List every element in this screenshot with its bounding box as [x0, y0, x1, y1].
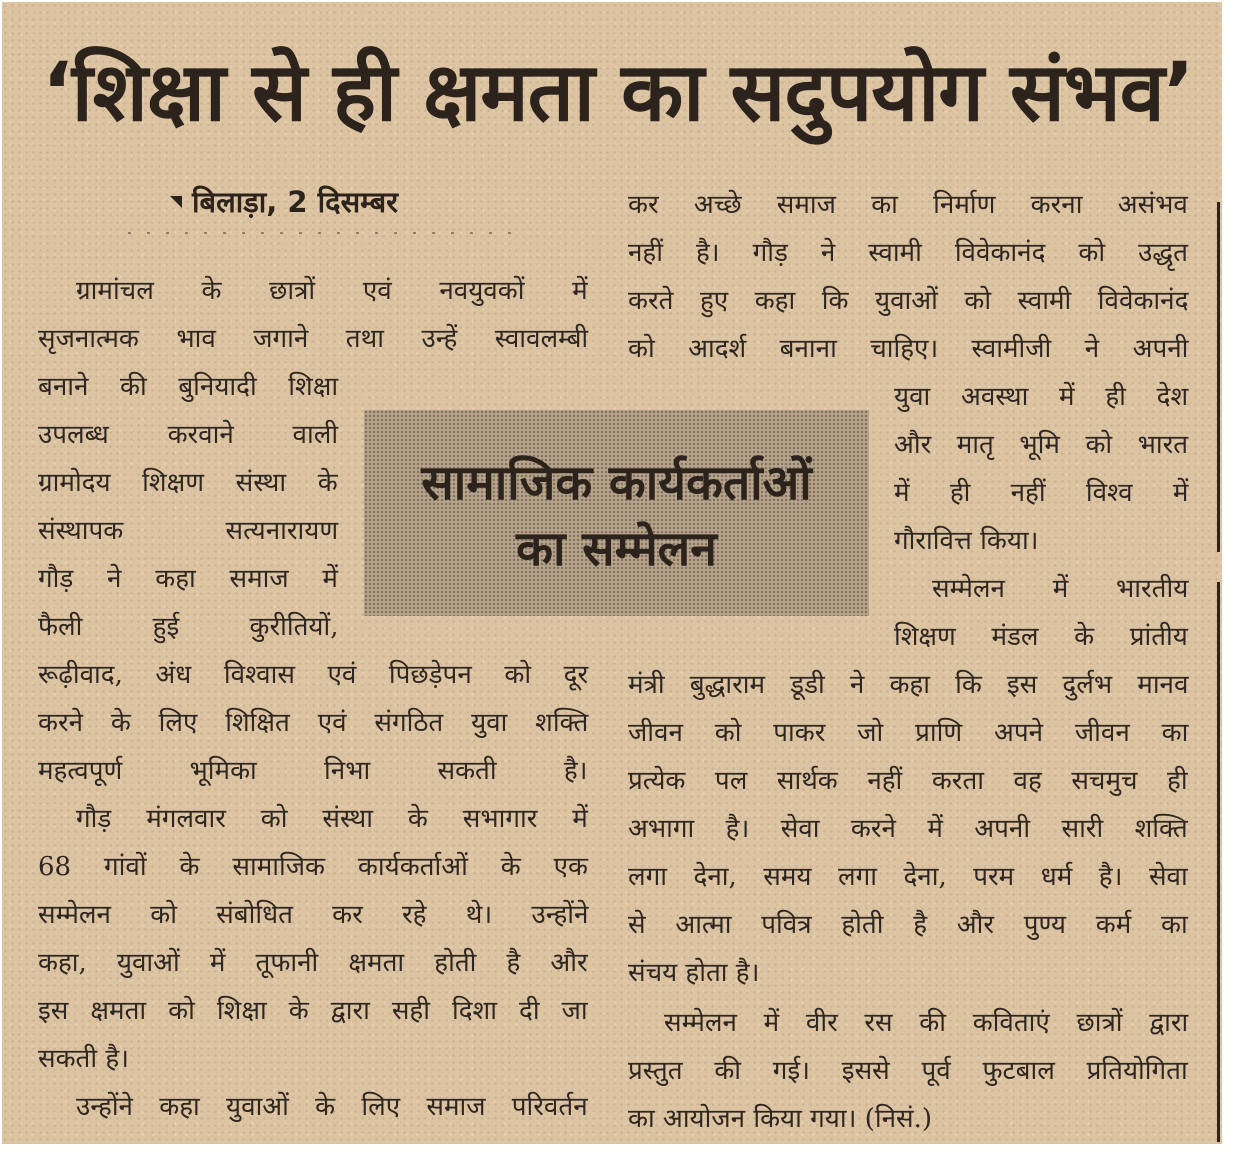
- left-line: गौड़ ने कहा समाज में: [38, 564, 338, 594]
- right-line: मंत्री बुद्धाराम डूडी ने कहा कि इस दुर्लभ मानव: [628, 670, 1189, 700]
- dateline: [170, 182, 398, 222]
- boxed-subheading: [364, 410, 869, 616]
- left-line: सकती है।: [38, 1044, 130, 1074]
- left-line: संस्थापक सत्यनारायण: [38, 516, 339, 546]
- left-line: सृजनात्मक भाव जगाने तथा उन्हें स्वावलम्बी: [38, 324, 589, 354]
- edge-rule: [1217, 202, 1220, 552]
- left-line: गौड़ मंगलवार को संस्था के सभागार में: [76, 804, 588, 834]
- right-line: संचय होता है।: [628, 958, 760, 988]
- left-line: ग्रामांचल के छात्रों एवं नवयुवकों में: [76, 276, 588, 306]
- left-line: महत्वपूर्ण भूमिका निभा सकती है।: [38, 756, 588, 786]
- dotted-divider: [120, 230, 520, 236]
- right-line: कर अच्छे समाज का निर्माण करना असंभव: [628, 190, 1188, 220]
- right-line: लगा देना, समय लगा देना, परम धर्म है। सेवा: [628, 862, 1188, 892]
- right-line: जीवन को पाकर जो प्राणि अपने जीवन का: [628, 718, 1189, 748]
- left-line: ग्रामोदय शिक्षण संस्था के: [38, 468, 338, 498]
- subheading-line-2: का सम्मेलन: [516, 521, 717, 577]
- dateline-marker-icon: [170, 196, 182, 208]
- dateline-text: बिलाड़ा, 2 दिसम्बर: [192, 185, 399, 219]
- left-line: इस क्षमता को शिक्षा के द्वारा सही दिशा दी जा: [38, 996, 588, 1026]
- right-line: और मातृ भूमि को भारत: [894, 430, 1189, 460]
- left-line: उपलब्ध करवाने वाली: [38, 420, 339, 450]
- right-line: से आत्मा पवित्र होती है और पुण्य कर्म का: [628, 910, 1188, 940]
- headline: ‘शिक्षा से ही क्षमता का सदुपयोग संभव’: [42, 46, 1194, 140]
- right-line: करते हुए कहा कि युवाओं को स्वामी विवेकानंद: [628, 286, 1189, 316]
- right-line: नहीं है। गौड़ ने स्वामी विवेकानंद को उद्धृत: [628, 238, 1188, 268]
- right-line: सम्मेलन में भारतीय: [932, 574, 1189, 604]
- left-line: उन्होंने कहा युवाओं के लिए समाज परिवर्तन: [76, 1092, 588, 1122]
- left-line: 68 गांवों के सामाजिक कार्यकर्ताओं के एक: [38, 852, 588, 882]
- subheading-line-1: सामाजिक कार्यकर्ताओं: [421, 455, 812, 511]
- right-line: का आयोजन किया गया। (निसं.): [628, 1104, 932, 1134]
- right-line: को आदर्श बनाना चाहिए। स्वामीजी ने अपनी: [628, 334, 1189, 364]
- left-line: रूढ़ीवाद, अंध विश्वास एवं पिछड़ेपन को दूर: [38, 660, 589, 690]
- right-line: गौरावित्त किया।: [894, 526, 1039, 556]
- right-line: युवा अवस्था में ही देश: [894, 382, 1189, 412]
- left-line: करने के लिए शिक्षित एवं संगठित युवा शक्ति: [38, 708, 589, 738]
- edge-rule: [1217, 582, 1220, 1142]
- left-line: कहा, युवाओं में तूफानी क्षमता होती है और: [38, 948, 588, 978]
- right-line: प्रस्तुत की गई। इससे पूर्व फुटबाल प्रतियोगिता: [628, 1056, 1188, 1086]
- right-line: में ही नहीं विश्व में: [894, 478, 1189, 508]
- newspaper-clipping: [2, 2, 1222, 1144]
- right-line: प्रत्येक पल सार्थक नहीं करता वह सचमुच ही: [628, 766, 1188, 796]
- right-line: शिक्षण मंडल के प्रांतीय: [894, 622, 1188, 652]
- left-line: बनाने की बुनियादी शिक्षा: [38, 372, 339, 402]
- left-line: फैली हुई कुरीतियों,: [38, 612, 339, 642]
- right-line: अभागा है। सेवा करने में अपनी सारी शक्ति: [628, 814, 1188, 844]
- left-line: सम्मेलन को संबोधित कर रहे थे। उन्होंने: [38, 900, 589, 930]
- right-line: सम्मेलन में वीर रस की कविताएं छात्रों द्वारा: [664, 1008, 1189, 1038]
